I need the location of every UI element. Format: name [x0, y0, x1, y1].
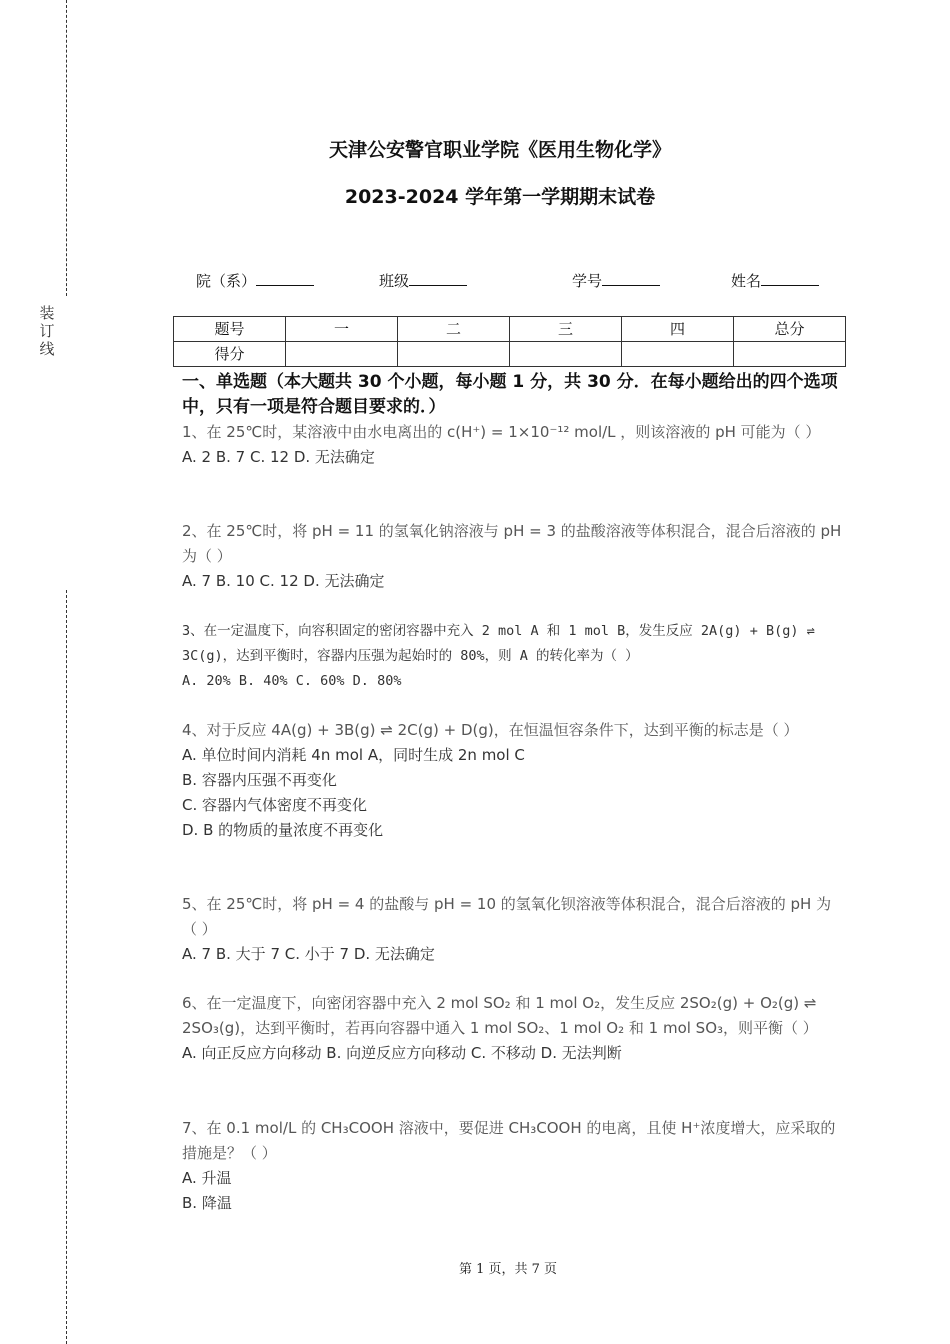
score-cell-2[interactable]: [398, 342, 510, 367]
score-cell-1[interactable]: [286, 342, 398, 367]
question-stem: 1、在 25℃时，某溶液中由水电离出的 c(H⁺) = 1×10⁻¹² mol/L ，则该溶液的 pH 可能为（ ）: [182, 423, 821, 441]
field-class: [379, 270, 467, 291]
score-table-header-row: [174, 317, 846, 342]
question-option: A. 升温: [182, 1169, 232, 1187]
question-option: B. 容器内压强不再变化: [182, 771, 337, 789]
section-heading: 一、单选题（本大题共 30 个小题，每小题 1 分，共 30 分．在每小题给出的四个选项中，只有一项是符合题目要求的．）: [182, 372, 838, 417]
question-option: D. B 的物质的量浓度不再变化: [182, 821, 384, 839]
score-cell-total[interactable]: [734, 342, 846, 367]
field-class-label: 班级: [379, 272, 410, 290]
question-stem: 6、在一定温度下，向密闭容器中充入 2 mol SO₂ 和 1 mol O₂，发生反应 2SO₂(g) + O₂(g) ⇌ 2SO₃(g)，达到平衡时，若再向容器中通入 1 mol SO₂、1 mol O₂ 和 1 mol SO₃，则平衡（ ）: [182, 994, 818, 1037]
question-7: [182, 1116, 844, 1216]
question-option: A. 单位时间内消耗 4n mol A，同时生成 2n mol C: [182, 746, 525, 764]
question-option: B. 降温: [182, 1194, 232, 1212]
question-6: [182, 991, 844, 1066]
field-student-id: [572, 270, 660, 291]
exam-title: 天津公安警官职业学院《医用生物化学》: [328, 139, 671, 161]
question-options: A. 20% B. 40% C. 60% D. 80%: [182, 673, 402, 689]
question-stem: 3、在一定温度下，向容积固定的密闭容器中充入 2 mol A 和 1 mol B，发生反应 2A(g) + B(g) ⇌ 3C(g)，达到平衡时，容器内压强为起始时的 80%，则 A 的转化率为（ ）: [182, 623, 815, 664]
question-stem: 4、对于反应 4A(g) + 3B(g) ⇌ 2C(g) + D(g)，在恒温恒容条件下，达到平衡的标志是（ ）: [182, 721, 799, 739]
question-option: C. 容器内气体密度不再变化: [182, 796, 368, 814]
score-table-col-4: 四: [622, 317, 734, 342]
question-options: A. 向正反应方向移动 B. 向逆反应方向移动 C. 不移动 D. 无法判断: [182, 1044, 622, 1062]
question-options: A. 7 B. 10 C. 12 D. 无法确定: [182, 572, 385, 590]
question-stem: 5、在 25℃时，将 pH = 4 的盐酸与 pH = 10 的氢氧化钡溶液等体积混合，混合后溶液的 pH 为（ ）: [182, 895, 832, 938]
question-4: [182, 718, 844, 843]
score-table-score-row: [174, 342, 846, 367]
field-name-blank[interactable]: [761, 271, 819, 286]
field-student-id-label: 学号: [572, 272, 603, 290]
score-table-col-3: 三: [510, 317, 622, 342]
score-table-row-header: 题号: [174, 317, 286, 342]
field-name-label: 姓名: [731, 272, 762, 290]
question-3: [182, 619, 844, 694]
binding-dashed-line-bottom: [66, 590, 67, 1344]
question-options: A. 2 B. 7 C. 12 D. 无法确定: [182, 448, 375, 466]
score-table-col-2: 二: [398, 317, 510, 342]
field-department-blank[interactable]: [256, 271, 314, 286]
binding-label: 装订线: [39, 304, 55, 358]
exam-subtitle: 2023-2024 学年第一学期期末试卷: [344, 186, 656, 208]
question-options: A. 7 B. 大于 7 C. 小于 7 D. 无法确定: [182, 945, 435, 963]
field-name: [731, 270, 819, 291]
score-table-col-1: 一: [286, 317, 398, 342]
score-table-score-label: 得分: [174, 342, 286, 367]
question-stem: 2、在 25℃时，将 pH = 11 的氢氧化钠溶液与 pH = 3 的盐酸溶液等体积混合，混合后溶液的 pH 为（ ）: [182, 522, 842, 565]
score-cell-3[interactable]: [510, 342, 622, 367]
question-1: [182, 420, 844, 470]
score-cell-4[interactable]: [622, 342, 734, 367]
score-table-col-total: 总分: [734, 317, 846, 342]
question-2: [182, 519, 844, 594]
question-stem: 7、在 0.1 mol/L 的 CH₃COOH 溶液中，要促进 CH₃COOH 的电离，且使 H⁺浓度增大，应采取的措施是？（ ）: [182, 1119, 836, 1162]
question-5: [182, 892, 844, 967]
field-department-label: 院（系）: [196, 272, 257, 290]
score-table: [173, 316, 846, 367]
page-number: 第 1 页，共 7 页: [458, 1262, 558, 1277]
field-department: [196, 270, 314, 291]
field-class-blank[interactable]: [409, 271, 467, 286]
field-student-id-blank[interactable]: [602, 271, 660, 286]
